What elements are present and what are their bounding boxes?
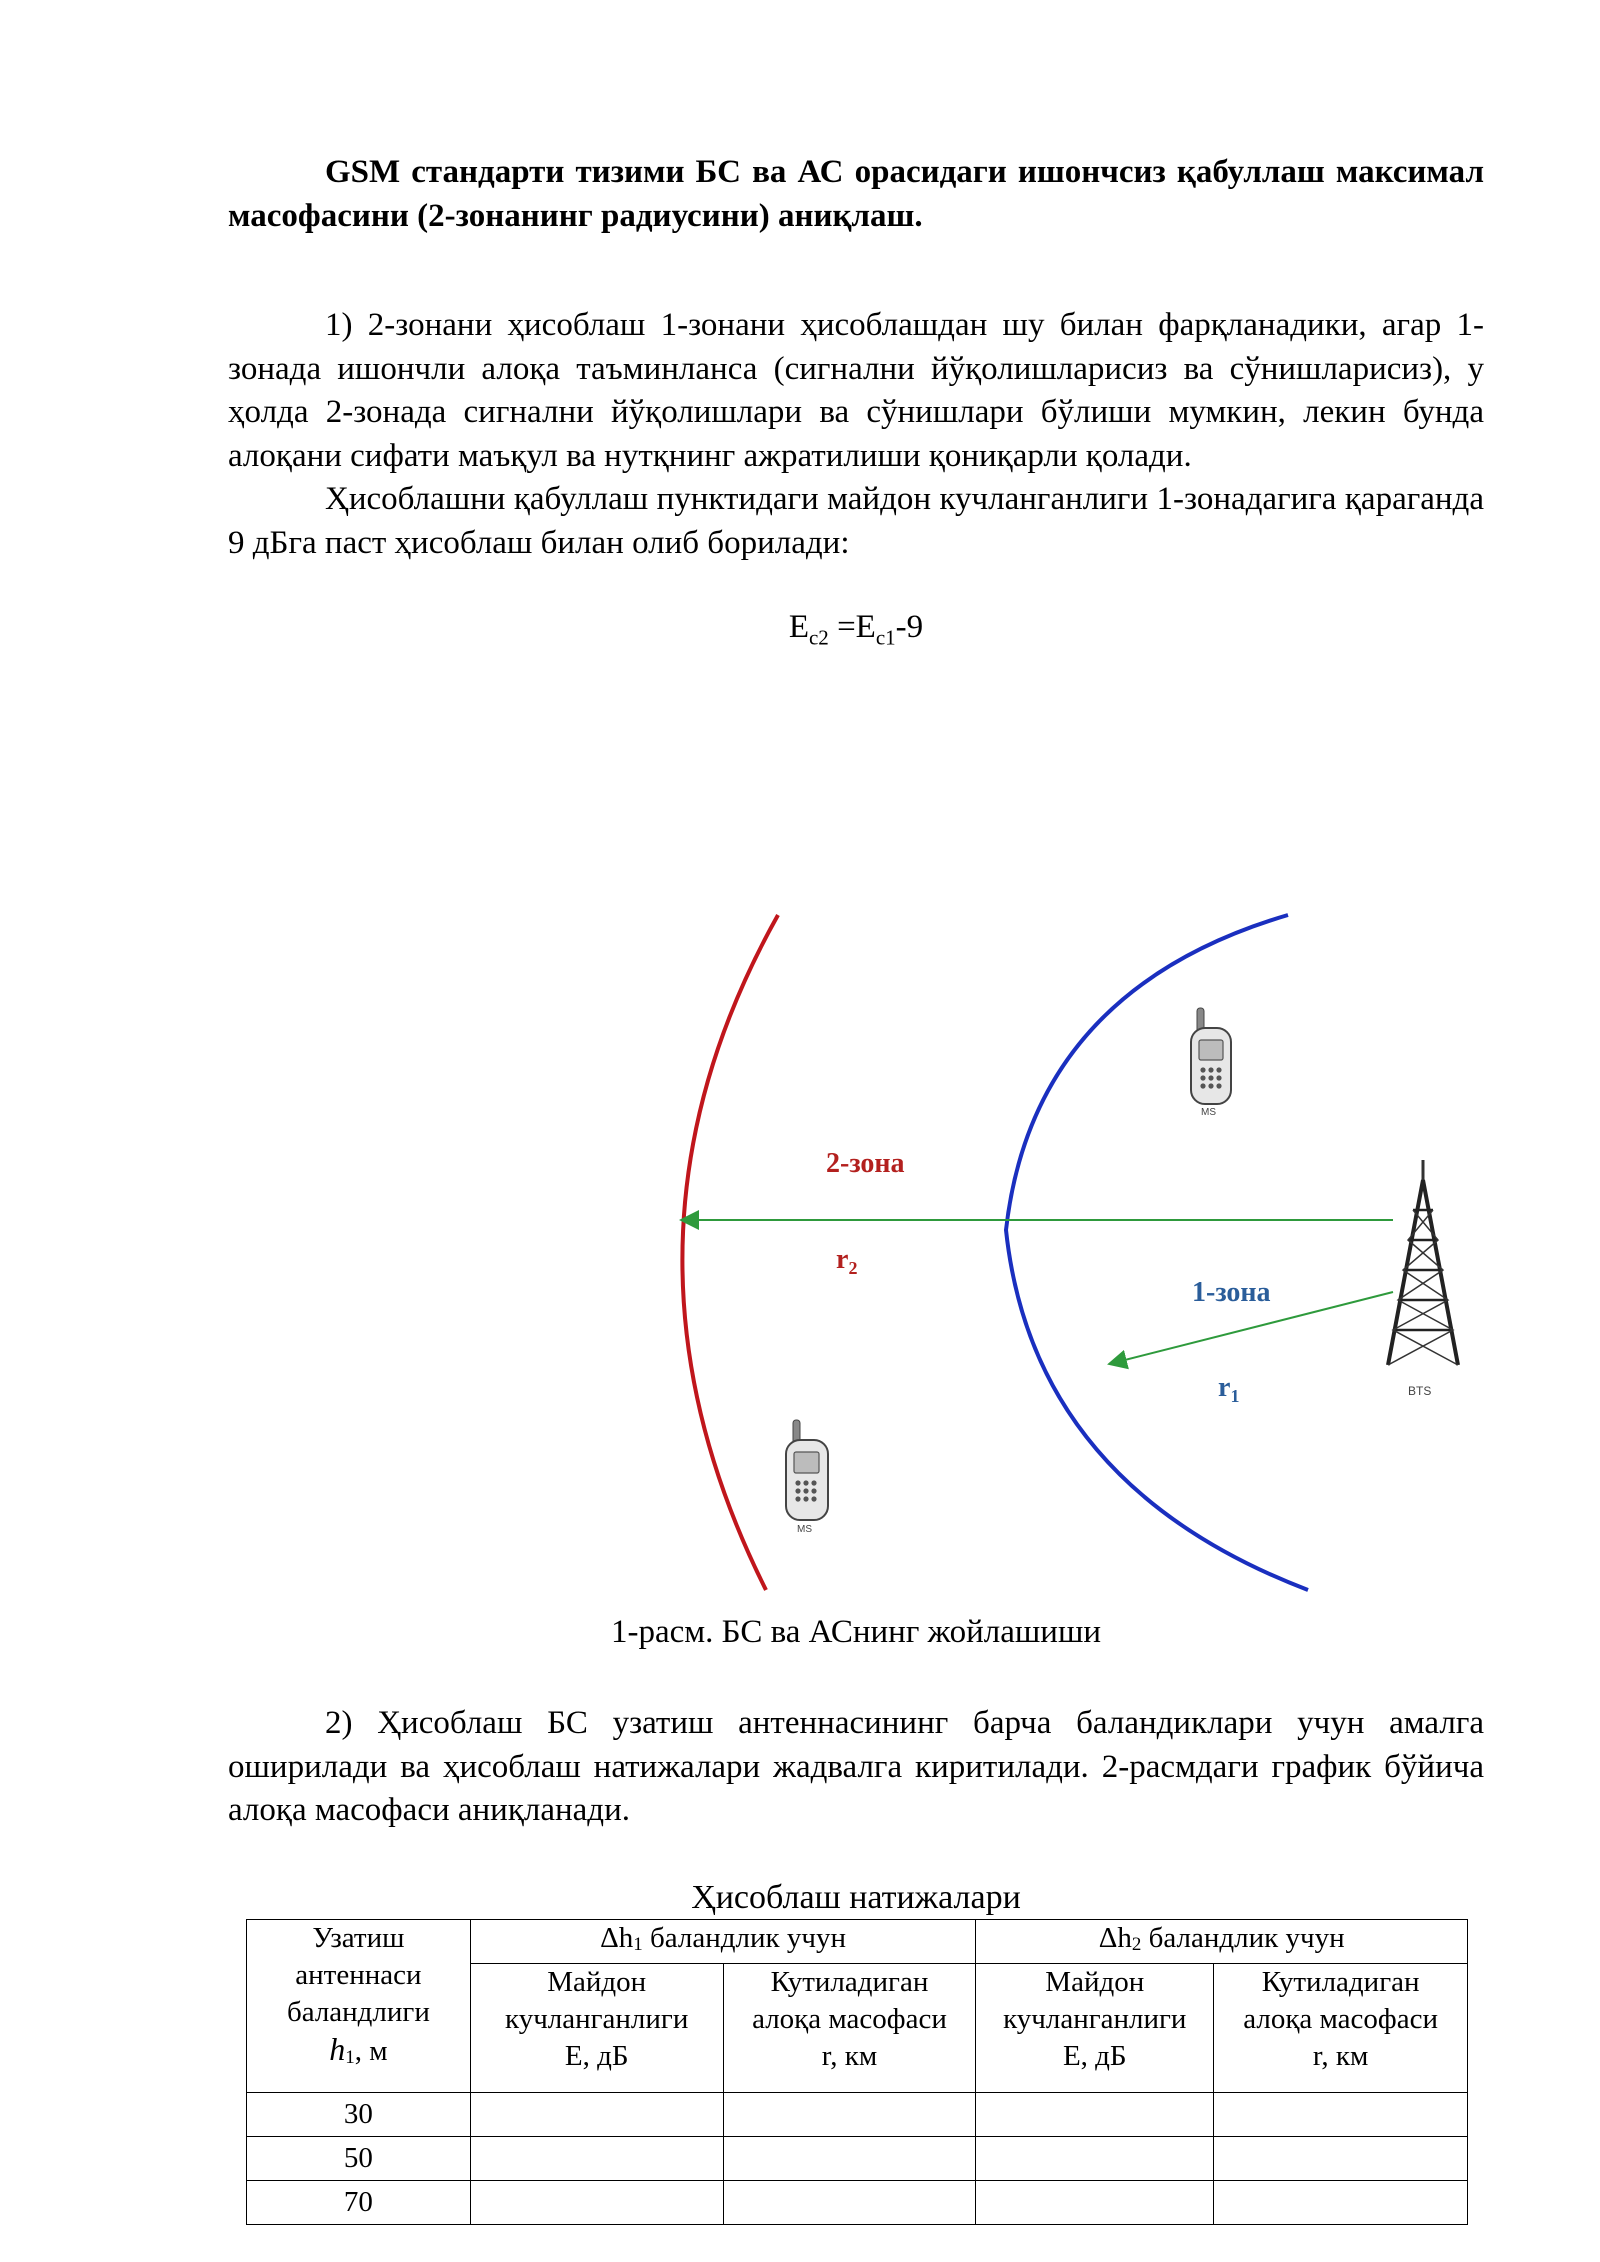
- zone1-label: 1-зона: [1192, 1277, 1271, 1308]
- header-field-strength-1: Майдон кучланганлиги E, дБ: [470, 1964, 723, 2093]
- table-cell: [723, 2137, 976, 2181]
- table-cell: [470, 2181, 723, 2225]
- paragraph-2: Ҳисоблашни қабуллаш пунктидаги майдон кучланганлиги 1-зонадагига қараганда 9 дБга паст ҳисоблаш билан олиб борилади:: [228, 481, 1484, 561]
- ms-label-zone2: MS: [797, 1524, 812, 1535]
- ms-phone-icon-zone1: [1191, 1008, 1231, 1118]
- zone2-arc: [682, 915, 778, 1590]
- header-antenna-height: Узатиш антеннаси баландлиги h1, м: [247, 1920, 471, 2093]
- ms-label-zone1: MS: [1201, 1107, 1216, 1118]
- table-cell: [1214, 2093, 1468, 2137]
- header-group-dh1: Δh1 баландлик учун: [470, 1920, 976, 1964]
- header-distance-2: Кутиладиган алоқа масофаси r, км: [1214, 1964, 1468, 2093]
- table-cell: [1214, 2137, 1468, 2181]
- header-distance-1: Кутиладиган алоқа масофаси r, км: [723, 1964, 976, 2093]
- document-heading: GSM стандарти тизими БС ва АС орасидаги ишончсиз қабуллаш максимал масофасини (2-зонанинг радиусини) аниқлаш.: [228, 154, 1484, 234]
- table-cell: [976, 2093, 1214, 2137]
- formula: $E_{c2} =E_{c1}-9$: [788, 609, 924, 650]
- zone1-arc: [1006, 915, 1308, 1590]
- table-cell: [723, 2181, 976, 2225]
- table-cell: [470, 2093, 723, 2137]
- bts-label: BTS: [1408, 1384, 1432, 1398]
- row-height-value: 50: [247, 2137, 471, 2181]
- r2-label: $r_2$: [836, 1244, 858, 1278]
- figure-caption: 1-расм. БС ва АСнинг жойлашиши: [610, 1614, 1102, 1650]
- table-cell: [1214, 2181, 1468, 2225]
- ms-phone-icon-zone2: [786, 1420, 828, 1535]
- header-field-strength-2: Майдон кучланганлиги E, дБ: [976, 1964, 1214, 2093]
- table-cell: [976, 2181, 1214, 2225]
- paragraph-3: 2) Ҳисоблаш БС узатиш антеннасининг барча баландиклари учун амалга оширилади ва ҳисоблаш натижалари жадвалга киритилади. 2-расмдаги график бўйича алоқа масофаси аниқланади.: [228, 1705, 1484, 1828]
- table-cell: [470, 2137, 723, 2181]
- table-title: Ҳисоблаш натижалари: [691, 1879, 1021, 1916]
- zone2-label: 2-зона: [826, 1148, 905, 1179]
- results-table: [246, 1919, 1468, 2225]
- paragraph-1: 1) 2-зонани ҳисоблаш 1-зонани ҳисоблашдан шу билан фарқланадики, агар 1-зонада ишончли алоқа таъминланса (сигнални йўқолишларисиз ва сўнишларисиз), у ҳолда 2-зонада сигнални йўқолишлари ва сўнишлари бўлиши мумкин, лекин бунда алоқани сифати маъқул ва нутқнинг ажратилиши қониқарли қолади.: [228, 307, 1484, 474]
- zones-diagram: [458, 910, 1432, 1600]
- bts-tower-icon: [1388, 1160, 1458, 1398]
- table-row: [247, 2181, 1468, 2225]
- row-height-value: 30: [247, 2093, 471, 2137]
- table-row: [247, 2137, 1468, 2181]
- header-group-dh2: Δh2 баландлик учун: [976, 1920, 1468, 1964]
- table-cell: [976, 2137, 1214, 2181]
- table-row: [247, 2093, 1468, 2137]
- r1-label: $r_1$: [1218, 1372, 1240, 1406]
- row-height-value: 70: [247, 2181, 471, 2225]
- document-page: [228, 150, 1484, 2218]
- table-cell: [723, 2093, 976, 2137]
